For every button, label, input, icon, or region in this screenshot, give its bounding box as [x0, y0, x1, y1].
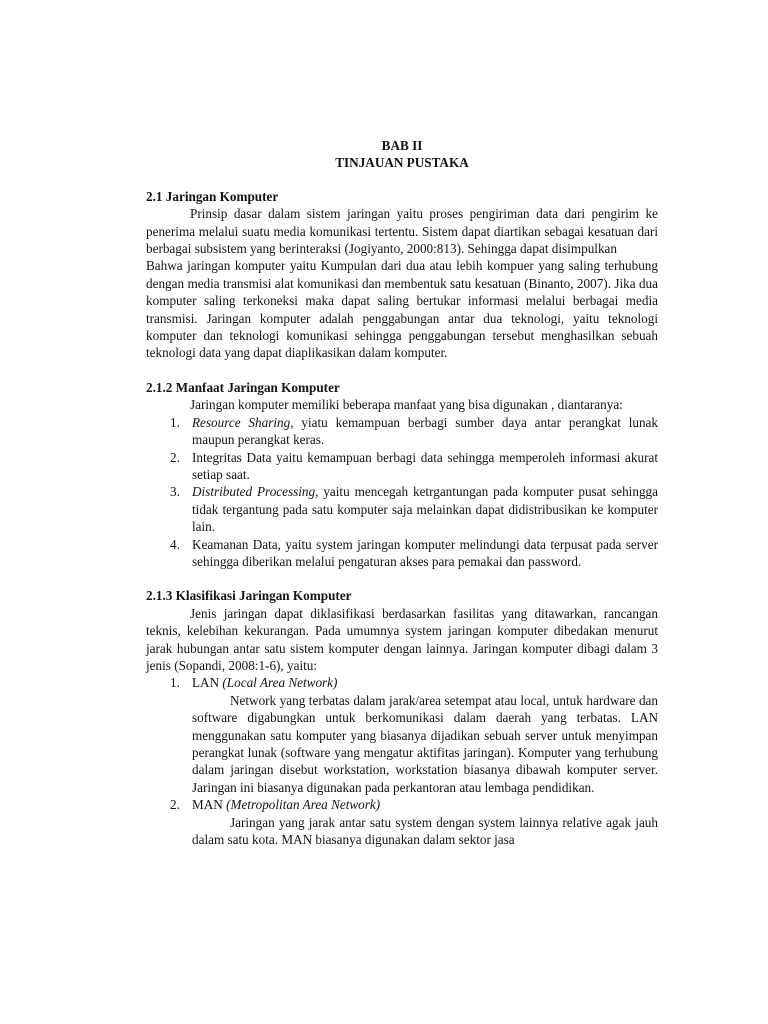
- list-text: Keamanan Data, yaitu system jaringan komputer melindungi data terpusat pada server sehingga diberikan melalui pengaturan akses para pemakai dan password.: [192, 536, 658, 569]
- network-type-name: LAN: [192, 675, 223, 691]
- list-text: , yiatu kemampuan berbagi sumber daya antar perangkat lunak maupun perangkat keras.: [192, 414, 658, 448]
- paragraph: Jenis jaringan dapat diklasifikasi berdasarkan fasilitas yang ditawarkan, rancangan teknis, kelebihan kekurangan. Pada umumnya system jaringan komputer dibedakan menurut jarak hubungan antar satu sistem komputer dengan lainnya. Jaringan komputer dibagi dalam 3 jenis (Sopandi, 2008:1-6), yaitu:: [146, 605, 658, 673]
- network-type-name: MAN: [192, 797, 227, 813]
- list-item: [146, 674, 658, 796]
- paragraph: Prinsip dasar dalam sistem jaringan yaitu proses pengiriman data dari pengirim ke penerima melalui suatu media komunikasi tertentu. Sistem dapat diartikan sebagai kesatuan dari berbagai subsistem yang berinteraksi (Jogiyanto, 2000:813). Sehingga dapat disimpulkan: [146, 206, 658, 257]
- chapter-subtitle: TINJAUAN PUSTAKA: [335, 155, 469, 171]
- network-type-expansion: (Metropolitan Area Network): [226, 797, 381, 813]
- list-text: Integritas Data yaitu kemampuan berbagi data sehingga memperoleh informasi akurat setiap saat.: [192, 449, 658, 482]
- benefits-list: [146, 414, 658, 571]
- list-term: Distributed Processing,: [192, 484, 319, 500]
- network-type-expansion: (Local Area Network): [222, 675, 338, 691]
- chapter-title: BAB II: [381, 138, 423, 153]
- list-term: Resource Sharing: [192, 414, 291, 430]
- list-item: [146, 483, 658, 535]
- list-item: [146, 796, 658, 848]
- list-text: yaitu mencegah ketrgantungan pada komputer pusat sehingga tidak tergantung pada satu komputer saja melainkan dapat didistribusikan ke komputer lain.: [192, 484, 658, 535]
- network-type-description: Network yang terbatas dalam jarak/area setempat atau local, untuk hardware dan software digabungkan untuk berkomunikasi dalam daerah yang terbatas. LAN menggunakan satu komputer yang biasanya dijadikan sebuah server untuk menyimpan perangkat lunak (software yang mengatur aktifitas jaringan). Komputer yang terhubung dalam jaringan disebut workstation, workstation biasanya dibawah komputer server. Jaringan ini biasanya digunakan pada perkantoran atau lembaga pendidikan.: [192, 692, 658, 795]
- list-number: 4.: [170, 536, 180, 552]
- list-item: [146, 449, 658, 484]
- section-heading-2-1-3: 2.1.3 Klasifikasi Jaringan Komputer: [146, 588, 352, 604]
- paragraph: Jaringan komputer memiliki beberapa manfaat yang bisa digunakan , diantaranya:: [190, 397, 623, 413]
- list-number: 1.: [170, 414, 180, 430]
- list-item: [146, 414, 658, 449]
- section-heading-2-1: 2.1 Jaringan Komputer: [146, 188, 279, 204]
- document-body: [146, 137, 658, 848]
- list-number: 3.: [170, 484, 180, 500]
- network-type-description: Jaringan yang jarak antar satu system dengan system lainnya relative agak jauh dalam satu kota. MAN biasanya digunakan dalam sektor jasa: [192, 814, 658, 848]
- paragraph: Bahwa jaringan komputer yaitu Kumpulan dari dua atau lebih kompuer yang saling terhubung dengan media transmisi alat komunikasi dan membentuk satu kesatuan (Binanto, 2007). Jika dua komputer saling terkoneksi maka dapat saling bertukar informasi melalui berbagai media transmisi. Jaringan komputer adalah penggabungan antar dua teknologi, yaitu teknologi komputer dan teknologi komunikasi sehingga penggabungan tersebut menghasilkan sebuah teknologi data yang dapat diaplikasikan dalam komputer.: [146, 258, 658, 361]
- list-item: [146, 536, 658, 571]
- section-heading-2-1-2: 2.1.2 Manfaat Jaringan Komputer: [146, 379, 340, 395]
- list-number: 1.: [170, 675, 180, 691]
- list-number: 2.: [170, 797, 180, 813]
- network-types-list: [146, 674, 658, 848]
- list-number: 2.: [170, 449, 180, 465]
